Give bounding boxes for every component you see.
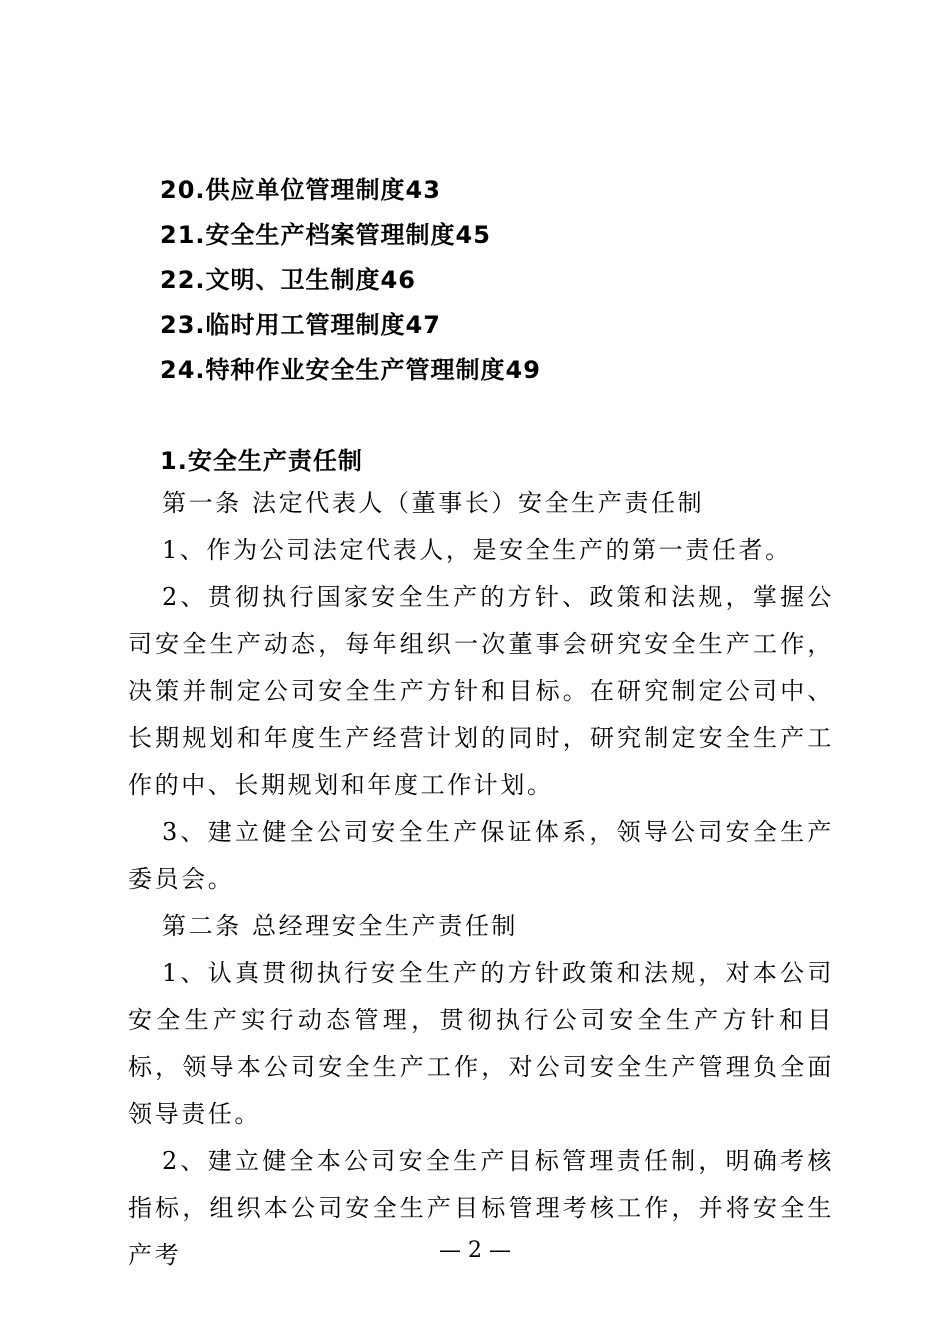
clause-paragraph: 1、作为公司法定代表人，是安全生产的第一责任者。 xyxy=(162,536,792,564)
clause-paragraph: 2、建立健全本公司安全生产目标管理责任制，明确考核指标，组织本公司安全生产目标管理考核工作，并将安全生产考 xyxy=(128,1147,834,1269)
page-number: — 2 — xyxy=(439,1238,511,1263)
clause-paragraph: 3、建立健全公司安全生产保证体系，领导公司安全生产委员会。 xyxy=(128,818,834,893)
section-heading: 1.安全生产责任制 xyxy=(160,447,363,475)
toc-item: 20.供应单位管理制度43 xyxy=(160,176,441,204)
article-title: 第一条 法定代表人（董事长）安全生产责任制 xyxy=(162,489,705,517)
table-of-contents xyxy=(160,168,860,393)
section-body xyxy=(128,480,834,1279)
article-title: 第二条 总经理安全生产责任制 xyxy=(162,912,519,940)
toc-item: 22.文明、卫生制度46 xyxy=(160,266,416,294)
toc-item: 21.安全生产档案管理制度45 xyxy=(160,221,491,249)
toc-item: 23.临时用工管理制度47 xyxy=(160,311,441,339)
clause-paragraph: 2、贯彻执行国家安全生产的方针、政策和法规，掌握公司安全生产动态，每年组织一次董事会研究安全生产工作，决策并制定公司安全生产方针和目标。在研究制定公司中、长期规划和年度生产经营计划的同时，研究制定安全生产工作的中、长期规划和年度工作计划。 xyxy=(128,583,834,799)
toc-item: 24.特种作业安全生产管理制度49 xyxy=(160,356,541,384)
clause-paragraph: 1、认真贯彻执行安全生产的方针政策和法规，对本公司安全生产实行动态管理，贯彻执行公司安全生产方针和目标，领导本公司安全生产工作，对公司安全生产管理负全面领导责任。 xyxy=(128,959,834,1128)
